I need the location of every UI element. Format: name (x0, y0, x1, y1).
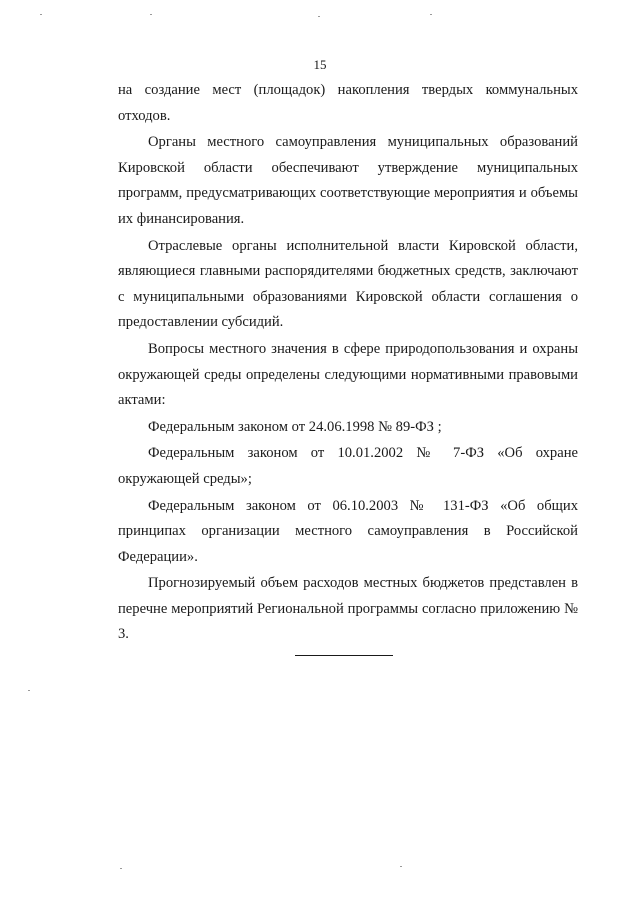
scan-speck (318, 16, 320, 17)
scan-speck (40, 14, 42, 15)
paragraph-expenditure-forecast: Прогнозируемый объем расходов местных бюджетов представлен в перечне мероприятий Региональной программы согласно приложению № 3. (118, 575, 578, 643)
scan-speck (430, 14, 432, 15)
scan-speck (28, 690, 30, 691)
paragraph-continuation: на создание мест (площадок) накопления твердых коммунальных отходов. (118, 82, 578, 124)
scan-speck (400, 866, 402, 867)
paragraph-law-131: Федеральным законом от 06.10.2003 № 131-ФЗ «Об общих принципах организации местного самоуправления в Российской Федерации». (118, 497, 578, 565)
scan-speck (150, 14, 152, 15)
body-text (118, 78, 578, 648)
scan-speck (120, 868, 122, 869)
paragraph-law-7: Федеральным законом от 10.01.2002 № 7-ФЗ «Об охране окружающей среды»; (118, 445, 578, 487)
paragraph-law-89: Федеральным законом от 24.06.1998 № 89-ФЗ ; (148, 418, 442, 435)
closing-divider (295, 655, 393, 656)
paragraph-subsidy-agreements: Отраслевые органы исполнительной власти Кировской области, являющиеся главными распорядителями бюджетных средств, заключают с муниципальными образованиями Кировской области соглашения о предоставлении субсидий. (118, 237, 578, 331)
paragraph-legal-acts-intro: Вопросы местного значения в сфере природопользования и охраны окружающей среды определены следующими нормативными правовыми актами: (118, 340, 578, 409)
paragraph-municipal-programs: Органы местного самоуправления муниципальных образований Кировской области обеспечивают утверждение муниципальных программ, предусматривающих соответствующие мероприятия и объемы их финансирования. (118, 134, 578, 227)
page-number: 15 (313, 57, 327, 72)
